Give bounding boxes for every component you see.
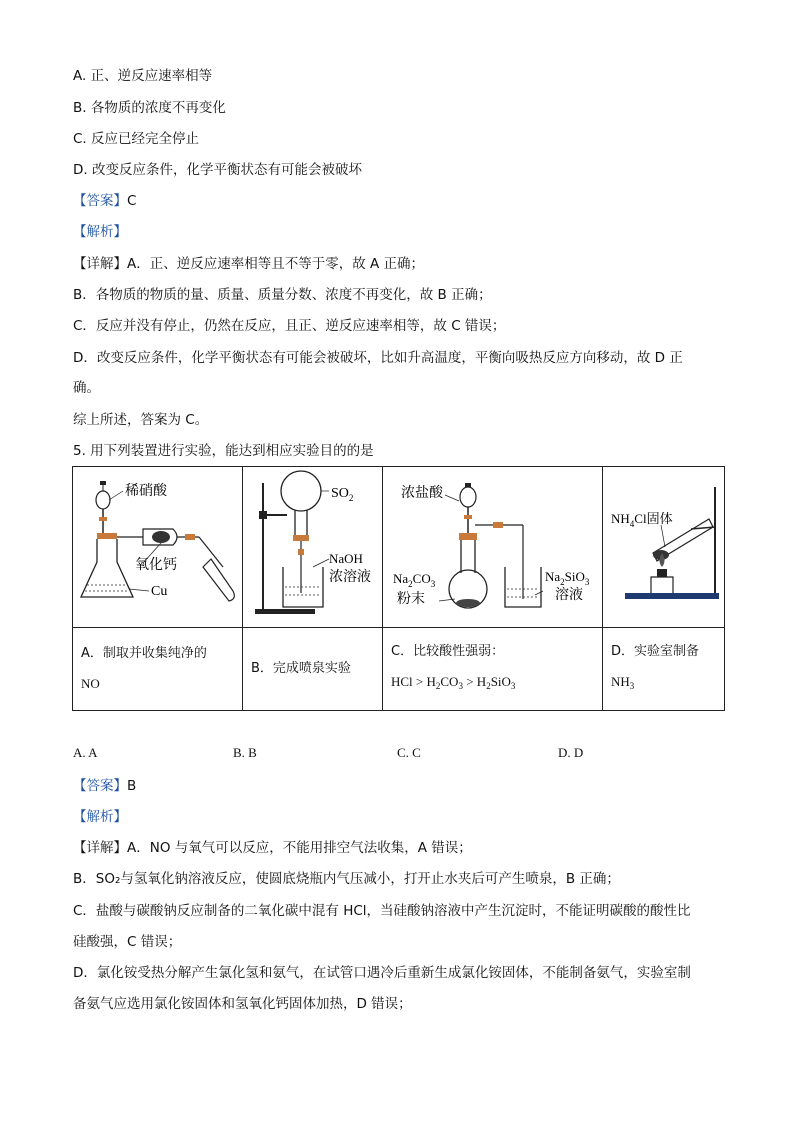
figure-c-apparatus (383, 467, 602, 623)
figure-b-cell (243, 467, 383, 628)
q4-option-b: B. 各物质的浓度不再变化 (73, 100, 226, 116)
figure-a-cell (73, 467, 243, 628)
figure-b-apparatus (243, 467, 382, 623)
label-solution: 溶液 (555, 587, 583, 603)
q4-detail-line-2: B．各物质的物质的量、质量、质量分数、浓度不再变化，故 B 正确； (73, 287, 492, 303)
label-copper: Cu (151, 584, 168, 599)
label-calcium-oxide: 氧化钙 (135, 557, 177, 573)
q5-option-c: C. C (397, 745, 421, 760)
q5-detail-line-6: 备氨气应选用氯化铵固体和氢氧化钙固体加热，D 错误； (73, 996, 412, 1012)
answer-tag: 【答案】 (73, 778, 127, 794)
q4-option-a: A. 正、逆反应速率相等 (73, 68, 213, 84)
label-powder: 粉末 (397, 591, 425, 607)
label-naoh: NaOH (329, 551, 363, 566)
q4-detail-line-5: 确。 (73, 380, 100, 396)
q5-detail-line-2: B．SO₂与氢氧化钠溶液反应，使圆底烧瓶内气压减小，打开止水夹后可产生喷泉，B 正确； (73, 871, 620, 887)
label-concentrated-solution: 浓溶液 (329, 569, 371, 585)
label-concentrated-hcl: 浓盐酸 (401, 485, 443, 501)
q4-detail-line-4: D．改变反应条件，化学平衡状态有可能会被破坏，比如升高温度，平衡向吸热反应方向移动，故 D 正 (73, 350, 683, 366)
q5-detail-line-5: D．氯化铵受热分解产生氯化氢和氨气，在试管口遇冷后重新生成氯化铵固体，不能制备氨气，实验室制 (73, 965, 691, 981)
figure-a-apparatus (73, 467, 242, 623)
label-sodium-silicate: $Na_2SiO_3$ (545, 569, 590, 587)
answer-tag: 【答案】 (73, 193, 127, 209)
label-ammonium-chloride: $NH_4Cl$固体 (611, 511, 673, 529)
answer-value: C (127, 193, 137, 209)
analysis-tag: 【解析】 (73, 809, 127, 825)
q4-analysis-tag (73, 222, 127, 242)
q4-detail-line-1 (73, 254, 424, 274)
q4-detail-line-3: C．反应并没有停止，仍然在反应，且正、逆反应速率相等，故 C 错误； (73, 318, 506, 334)
figure-d-cell (603, 467, 725, 628)
answer-value: B (127, 778, 137, 794)
q5-detail-line-1 (73, 838, 472, 858)
caption-d: D．实验室制备 $NH_3$ (603, 628, 725, 711)
q5-option-b: B. B (233, 745, 257, 760)
q5-stem: 5. 用下列装置进行实验，能达到相应实验目的的是 (73, 443, 374, 459)
q4-summary: 综上所述，答案为 C。 (73, 412, 209, 428)
q4-option-c: C. 反应已经完全停止 (73, 131, 200, 147)
detail-tag: 【详解】 (73, 840, 127, 856)
figure-d-apparatus (603, 467, 724, 623)
figure-c-cell (383, 467, 603, 628)
q5-detail-line-4: 硅酸强，C 错误； (73, 934, 182, 950)
label-sulfur-dioxide: $SO_2$ (331, 486, 354, 503)
label-sodium-carbonate: $Na_2CO_3$ (393, 571, 436, 589)
q5-apparatus-table (72, 466, 725, 711)
q4-option-d: D. 改变反应条件，化学平衡状态有可能会被破坏 (73, 162, 362, 178)
caption-b: B．完成喷泉实验 (243, 628, 383, 711)
analysis-tag: 【解析】 (73, 224, 127, 240)
q4-answer-line (73, 191, 136, 211)
caption-c: C．比较酸性强弱： HCl > $H_2CO_3 > H_2SiO_3$ (383, 628, 603, 711)
caption-a: A．制取并收集纯净的 NO (73, 628, 243, 711)
q5-analysis-tag (73, 807, 127, 827)
detail-text: A．正、逆反应速率相等且不等于零，故 A 正确； (127, 256, 425, 272)
detail-tag: 【详解】 (73, 256, 127, 272)
q5-detail-line-3: C．盐酸与碳酸钠反应制备的二氧化碳中混有 HCl，当硅酸钠溶液中产生沉淀时，不能证明碳酸的酸性比 (73, 903, 691, 919)
q5-answer-line (73, 776, 136, 796)
q5-option-d: D. D (558, 745, 584, 760)
label-dilute-nitric-acid: 稀硝酸 (125, 483, 167, 499)
q5-option-a: A. A (73, 745, 98, 760)
caption-c-formula: HCl > $H_2CO_3 > H_2SiO_3$ (391, 674, 516, 691)
detail-text: A．NO 与氧气可以反应，不能用排空气法收集，A 错误； (127, 840, 472, 856)
